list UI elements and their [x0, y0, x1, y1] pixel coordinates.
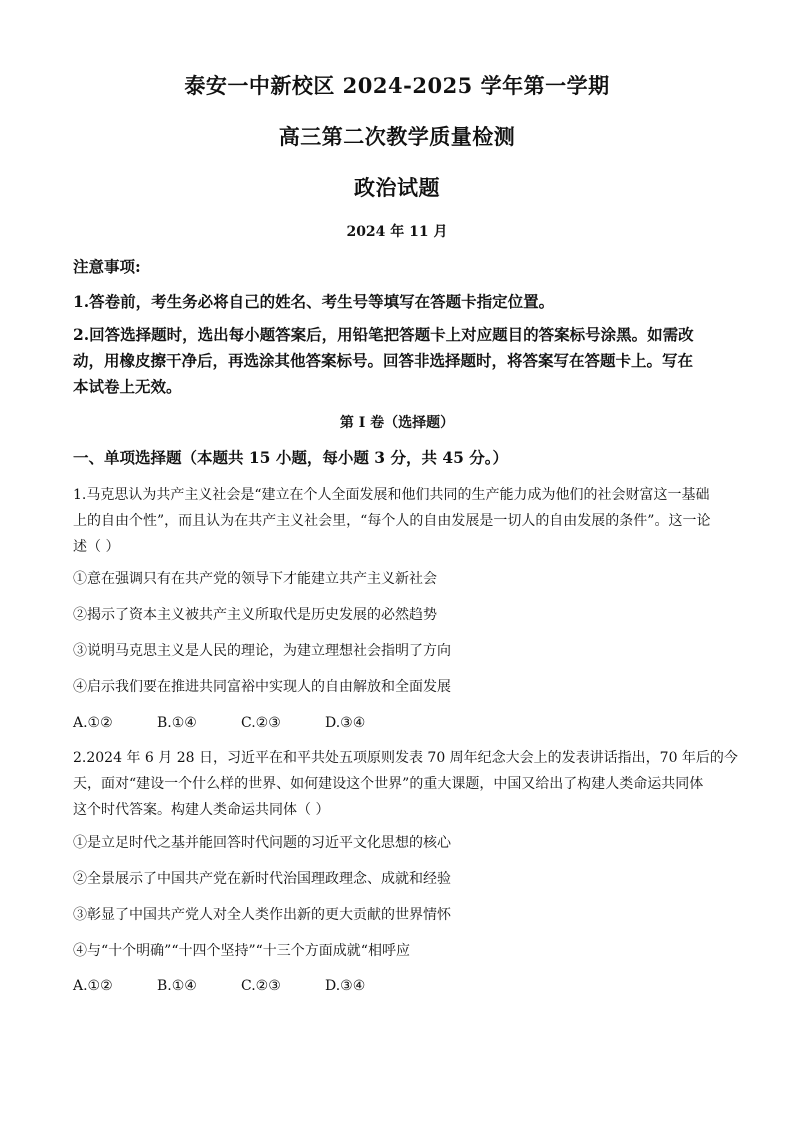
q2-item-3: ③彰显了中国共产党人对全人类作出新的更大贡献的世界情怀 [73, 907, 451, 923]
subject-title: 政治试题 [354, 175, 440, 200]
q1-stem-line-2: 上的自由个性”，而且认为在共产主义社会里，“每个人的自由发展是一切人的自由发展的条件”。这一论 [73, 513, 711, 529]
notice-item-1: 1.答卷前，考生务必将自己的姓名、考生号等填写在答题卡指定位置。 [73, 292, 555, 311]
q1-item-1: ①意在强调只有在共产党的领导下才能建立共产主义新社会 [73, 571, 437, 587]
q2-option-a: A.①② [73, 978, 113, 994]
q1-option-a: A.①② [73, 715, 113, 731]
q2-stem-line-2: 天，面对“建设一个什么样的世界、如何建设这个世界”的重大课题，中国又给出了构建人类命运共同体 [73, 776, 704, 792]
q1-option-d: D.③④ [325, 715, 366, 731]
notice-item-2-line-2: 动，用橡皮擦干净后，再选涂其他答案标号。回答非选择题时，将答案写在答题卡上。写在 [73, 351, 694, 370]
q2-stem-line-3: 这个时代答案。构建人类命运共同体（ ） [73, 802, 330, 818]
notice-item-2-line-1: 2.回答选择题时，选出每小题答案后，用铅笔把答题卡上对应题目的答案标号涂黑。如需改 [73, 325, 694, 344]
exam-title: 高三第二次教学质量检测 [278, 124, 516, 149]
q1-item-2: ②揭示了资本主义被共产主义所取代是历史发展的必然趋势 [73, 607, 437, 623]
part-heading: 一、单项选择题（本题共 15 小题，每小题 3 分，共 45 分。） [73, 448, 509, 467]
school-title: 泰安一中新校区 2024-2025 学年第一学期 [184, 73, 610, 98]
q2-item-2: ②全景展示了中国共产党在新时代治国理政理念、成就和经验 [73, 871, 451, 887]
q1-options [73, 713, 409, 733]
q2-stem-line-1: 2.2024 年 6 月 28 日，习近平在和平共处五项原则发表 70 周年纪念大会上的发表讲话指出，70 年后的今 [73, 750, 738, 766]
q1-stem-line-1: 1.马克思认为共产主义社会是“建立在个人全面发展和他们共同的生产能力成为他们的社会财富这一基础 [73, 487, 710, 503]
q2-item-1: ①是立足时代之基并能回答时代问题的习近平文化思想的核心 [73, 835, 451, 851]
q2-item-4: ④与“十个明确”“十四个坚持”“十三个方面成就“相呼应 [73, 943, 410, 959]
section-title: 第 I 卷（选择题） [339, 415, 455, 431]
q2-options [73, 976, 409, 996]
q1-option-c: C.②③ [241, 715, 281, 731]
exam-date: 2024 年 11 月 [346, 224, 448, 240]
q2-option-c: C.②③ [241, 978, 281, 994]
q1-item-4: ④启示我们要在推进共同富裕中实现人的自由解放和全面发展 [73, 679, 451, 695]
notice-heading: 注意事项: [73, 257, 141, 276]
notice-item-2-line-3: 本试卷上无效。 [73, 377, 182, 396]
q2-option-d: D.③④ [325, 978, 366, 994]
q2-option-b: B.①④ [157, 978, 197, 994]
q1-option-b: B.①④ [157, 715, 197, 731]
q1-stem-line-3: 述（ ） [73, 539, 120, 555]
q1-item-3: ③说明马克思主义是人民的理论，为建立理想社会指明了方向 [73, 643, 451, 659]
